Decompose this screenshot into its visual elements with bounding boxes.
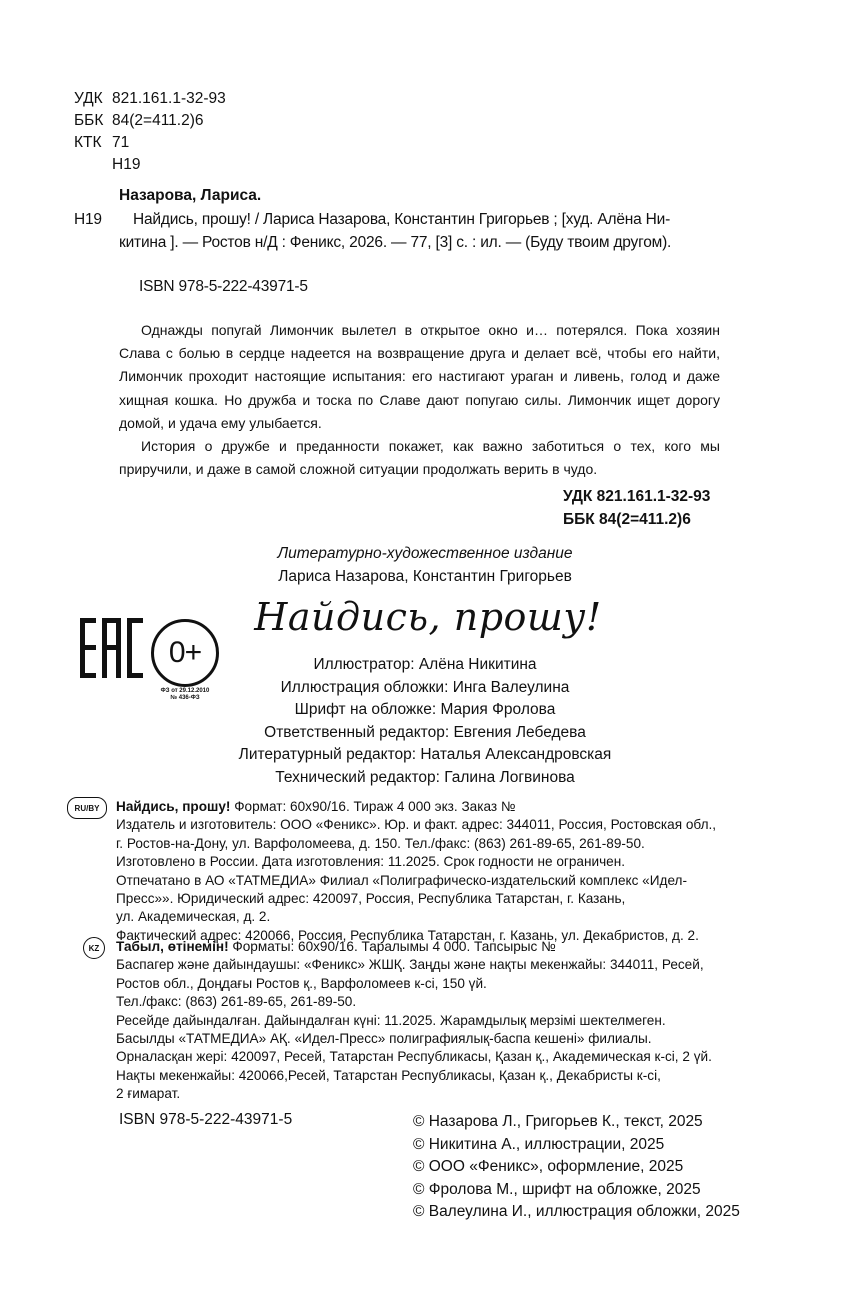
- credit-line: Ответственный редактор: Евгения Лебедева: [264, 723, 586, 741]
- imprint-line: Басылды «ТАТМЕДИА» АҚ. «Идел-Пресс» полиграфиялық-баспа кешені» филиалы.: [116, 1031, 652, 1047]
- imprint-line: ул. Академическая, д. 2.: [116, 909, 271, 925]
- copyright-line: © Валеулина И., иллюстрация обложки, 2025: [413, 1203, 740, 1220]
- credit-line: Литературный редактор: Наталья Александровская: [238, 746, 612, 763]
- annotation-paragraph-1: Однажды попугай Лимончик вылетел в открытое окно и… потерялся. Пока хозяин Слава с болью в сердце надеется на возвращение друга и делает всё, чтобы его найти, Лимончик проходит настоящие испытания: его настигают ураган и ливень, голод и даже хищная кошка. Но дружба и тоска по Славе дают попугаю силы. Лимончик ищет дорогу домой, и удача ему улыбается.: [119, 322, 720, 431]
- ktk-row: КТК 71: [74, 134, 130, 151]
- main-author: Назарова, Лариса.: [119, 187, 262, 204]
- edition-block: [200, 542, 650, 588]
- bib-margin-code: Н19: [74, 211, 102, 228]
- classification-block: [74, 88, 226, 176]
- imprint-ru: [116, 798, 716, 945]
- eac-icon: [80, 618, 144, 678]
- credit-line: Шрифт на обложке: Мария Фролова: [294, 701, 556, 718]
- imprint-line: Изготовлено в России. Дата изготовления: 11.2025. Срок годности не ограничен.: [116, 854, 626, 870]
- annotation: [119, 319, 720, 481]
- book-title: Найдись, прошу!: [254, 595, 602, 639]
- copyright-line: © ООО «Феникс», оформление, 2025: [413, 1158, 684, 1175]
- imprint-line: Ростов обл., Доңдағы Ростов қ., Варфоломеев к-сі, 150 үй.: [116, 975, 487, 991]
- udk-bold: УДК 821.161.1-32-93: [563, 488, 711, 505]
- bib-isbn: ISBN 978-5-222-43971-5: [139, 278, 308, 295]
- edition-type: Литературно-художественное издание: [277, 545, 573, 562]
- imprint-line: Издатель и изготовитель: ООО «Феникс». Юр. и факт. адрес: 344011, Россия, Ростовская обл.,: [116, 817, 717, 833]
- imprint-line: Тел./факс: (863) 261-89-65, 261-89-50.: [116, 994, 357, 1010]
- credit-line: Технический редактор: Галина Логвинова: [275, 768, 575, 786]
- bib-description: [119, 208, 729, 254]
- imprint-line: 2 ғимарат.: [116, 1086, 181, 1102]
- bib-line-1: Найдись, прошу! / Лариса Назарова, Константин Григорьев ; [худ. Алёна Ни-: [133, 211, 671, 228]
- imprint-line: Фактический адрес: 420066, Россия, Республика Татарстан, г. Казань, ул. Декабристов, д. 2.: [116, 927, 699, 943]
- eac-mark: [80, 618, 144, 683]
- footer-isbn: ISBN 978-5-222-43971-5: [119, 1111, 293, 1128]
- imprint-ru-first-line: Найдись, прошу! Формат: 60х90/16. Тираж 4 000 экз. Заказ №: [116, 799, 516, 814]
- copyright-line: © Назарова Л., Григорьев К., текст, 2025: [413, 1113, 703, 1130]
- imprint-line: Нақты мекенжайы: 420066,Ресей, Татарстан Республикасы, Қазан қ., Декабристы к-сі,: [116, 1067, 661, 1083]
- bib-line-2: китина ]. — Ростов н/Д : Феникс, 2026. — 77, [3] с. : ил. — (Буду твоим другом).: [119, 234, 672, 251]
- edition-authors: Лариса Назарова, Константин Григорьев: [278, 568, 572, 585]
- credits-block: [200, 654, 650, 789]
- credit-line: Иллюстратор: Алёна Никитина: [313, 656, 537, 673]
- imprint-line: Баспагер және дайындаушы: «Феникс» ЖШҚ. Заңды және нақты мекенжайы: 344011, Ресей,: [116, 957, 704, 973]
- copyright-line: © Никитина А., иллюстрации, 2025: [413, 1135, 665, 1153]
- imprint-kz: [116, 938, 712, 1104]
- author-sign: Н19: [112, 156, 141, 173]
- imprint-kz-first-line: Табыл, өтінемін! Форматы: 60х90/16. Таралымы 4 000. Тапсырыс №: [116, 939, 556, 954]
- ru-by-badge: RU/BY: [67, 797, 107, 819]
- copyright-block: [413, 1111, 740, 1224]
- credit-line: Иллюстрация обложки: Инга Валеулина: [280, 678, 570, 696]
- bbk-row: ББК 84(2=411.2)6: [74, 112, 204, 129]
- age-law: ФЗ от 29.12.2010 № 436-ФЗ: [160, 688, 210, 701]
- age-rating: 0+: [168, 636, 202, 669]
- imprint-line: Орналасқан жері: 420097, Ресей, Татарстан Республикасы, Қазан қ., Академическая к-сі, 2 үй.: [116, 1049, 712, 1065]
- copyright-line: © Фролова М., шрифт на обложке, 2025: [413, 1180, 701, 1198]
- imprint-line: Отпечатано в АО «ТАТМЕДИА» Филиал «Полиграфическо-издательский комплекс «Идел-: [116, 872, 688, 888]
- imprint-line: Пресс»». Юридический адрес: 420097, Россия, Республика Татарстан, г. Казань,: [116, 891, 626, 907]
- annotation-paragraph-2: История о дружбе и преданности покажет, как важно заботиться о тех, кого мы приручили, и даже в самой сложной ситуации продолжать верить в чудо.: [119, 438, 720, 478]
- bbk-bold: ББК 84(2=411.2)6: [563, 511, 691, 528]
- kz-badge: KZ: [83, 937, 105, 959]
- udk-row: УДК 821.161.1-32-93: [74, 90, 226, 107]
- udk-bbk-block: [563, 485, 710, 531]
- imprint-line: г. Ростов-на-Дону, ул. Варфоломеева, д. 150. Тел./факс: (863) 261-89-65, 261-89-50.: [116, 835, 645, 851]
- imprint-line: Ресейде дайындалған. Дайындалған күні: 11.2025. Жарамдылық мерзімі шектелмеген.: [116, 1012, 666, 1028]
